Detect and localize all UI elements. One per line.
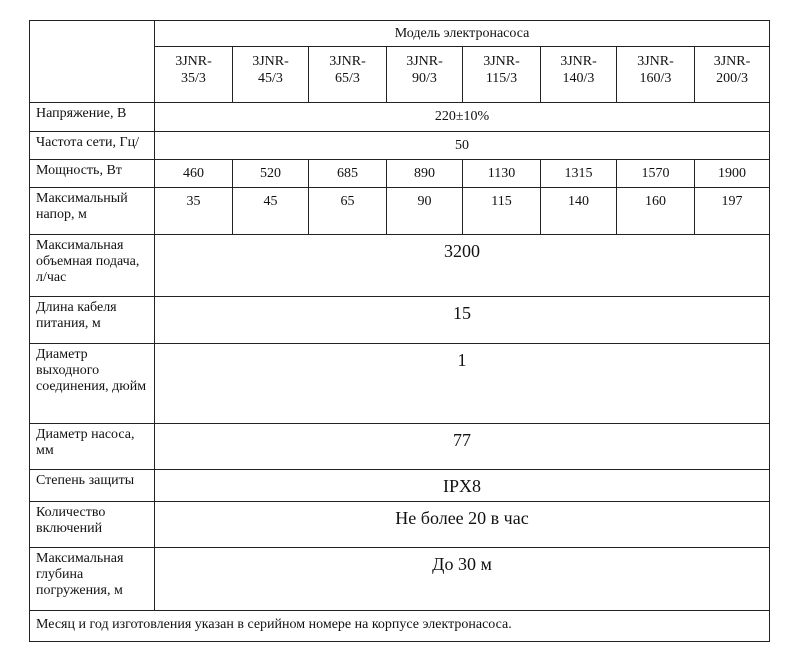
power-value: 1130 — [463, 159, 541, 187]
cable-label: Длина кабеля питания, м — [30, 297, 155, 343]
model-cell: 3JNR- 140/3 — [541, 47, 617, 103]
model-header: Модель электронасоса — [155, 21, 770, 47]
depth-row — [30, 548, 770, 610]
pump-diameter-row — [30, 423, 770, 469]
model-cell: 3JNR- 45/3 — [233, 47, 309, 103]
head-value: 197 — [695, 187, 770, 234]
voltage-label: Напряжение, В — [30, 103, 155, 131]
head-row — [30, 187, 770, 234]
power-value: 685 — [309, 159, 387, 187]
power-value: 520 — [233, 159, 309, 187]
cable-row — [30, 297, 770, 343]
depth-label: Максимальная глубина погружения, м — [30, 548, 155, 610]
flow-row — [30, 234, 770, 296]
model-cell: 3JNR- 65/3 — [309, 47, 387, 103]
power-value: 460 — [155, 159, 233, 187]
starts-value: Не более 20 в час — [155, 502, 770, 548]
power-value: 890 — [387, 159, 463, 187]
specification-table — [29, 20, 770, 642]
head-value: 115 — [463, 187, 541, 234]
power-row — [30, 159, 770, 187]
corner-cell — [30, 21, 155, 103]
starts-label: Количество включений — [30, 502, 155, 548]
model-cell: 3JNR- 35/3 — [155, 47, 233, 103]
protection-row — [30, 470, 770, 502]
frequency-row — [30, 131, 770, 159]
frequency-value: 50 — [155, 131, 770, 159]
head-value: 90 — [387, 187, 463, 234]
power-value: 1315 — [541, 159, 617, 187]
model-cell: 3JNR- 115/3 — [463, 47, 541, 103]
outlet-label: Диаметр выходного соединения, дюйм — [30, 343, 155, 423]
power-label: Мощность, Вт — [30, 159, 155, 187]
head-value: 35 — [155, 187, 233, 234]
model-cell: 3JNR- 160/3 — [617, 47, 695, 103]
voltage-row — [30, 103, 770, 131]
protection-value: IPX8 — [155, 470, 770, 502]
outlet-value: 1 — [155, 343, 770, 423]
power-value: 1900 — [695, 159, 770, 187]
flow-value: 3200 — [155, 234, 770, 296]
outlet-row — [30, 343, 770, 423]
head-value: 160 — [617, 187, 695, 234]
footer-note: Месяц и год изготовления указан в серийном номере на корпусе электронасоса. — [30, 610, 770, 641]
header-row — [30, 21, 770, 47]
voltage-value: 220±10% — [155, 103, 770, 131]
cable-value: 15 — [155, 297, 770, 343]
frequency-label: Частота сети, Гц/ — [30, 131, 155, 159]
head-value: 140 — [541, 187, 617, 234]
model-cell: 3JNR- 90/3 — [387, 47, 463, 103]
model-cell: 3JNR- 200/3 — [695, 47, 770, 103]
pump-diameter-label: Диаметр насоса, мм — [30, 423, 155, 469]
depth-value: До 30 м — [155, 548, 770, 610]
pump-diameter-value: 77 — [155, 423, 770, 469]
power-value: 1570 — [617, 159, 695, 187]
head-label: Максимальный напор, м — [30, 187, 155, 234]
head-value: 45 — [233, 187, 309, 234]
head-value: 65 — [309, 187, 387, 234]
footer-row — [30, 610, 770, 641]
flow-label: Максимальная объемная подача, л/час — [30, 234, 155, 296]
starts-row — [30, 502, 770, 548]
protection-label: Степень защиты — [30, 470, 155, 502]
